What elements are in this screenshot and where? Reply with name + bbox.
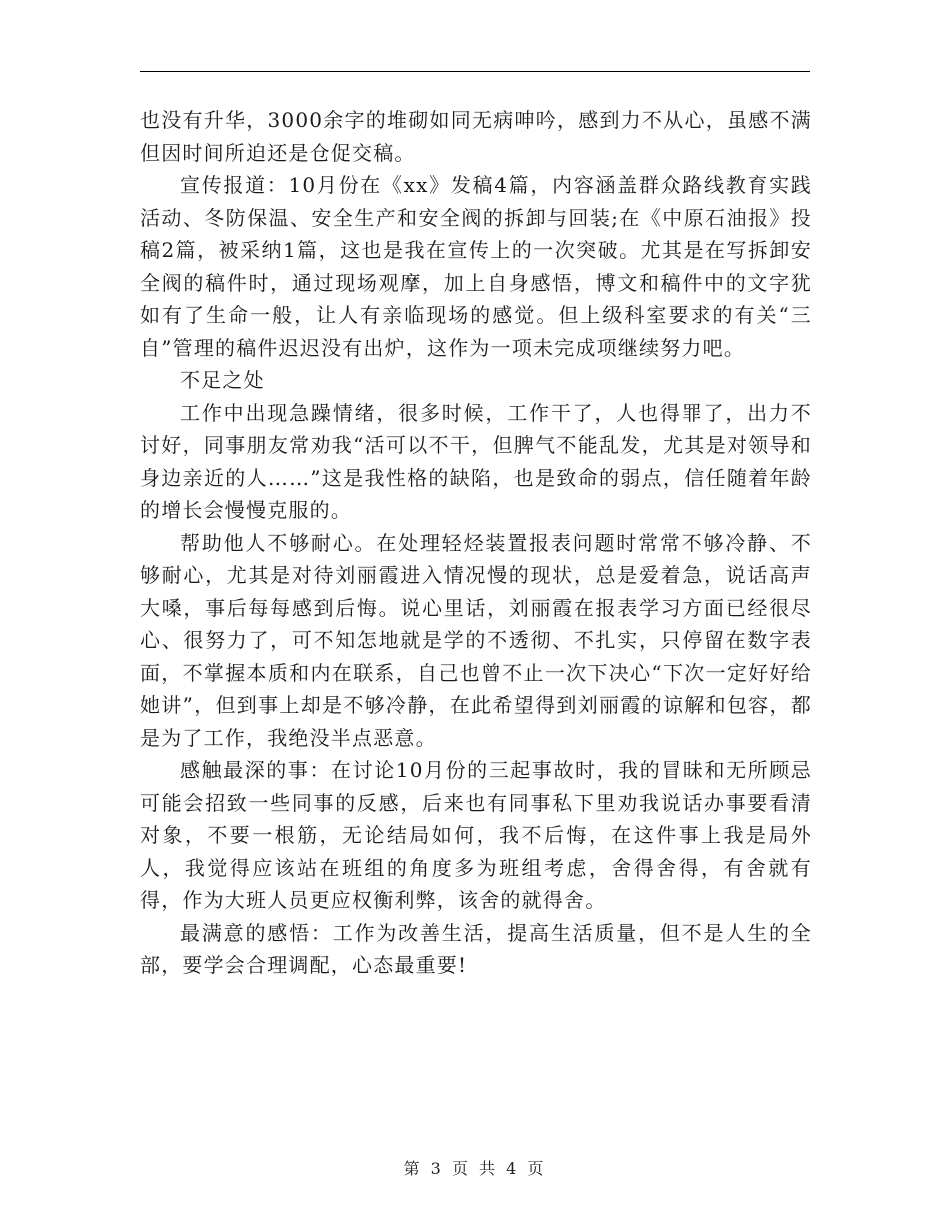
paragraph-most-satisfied-insight: 最满意的感悟：工作为改善生活，提高生活质量，但不是人生的全部，要学会合理调配，心态最重要! (140, 920, 812, 977)
page-number-footer: 第 3 页 共 4 页 (403, 1159, 547, 1178)
header-rule (140, 71, 810, 72)
section-heading-shortcomings: 不足之处 (180, 368, 265, 392)
paragraph-helping-others: 帮助他人不够耐心。在处理轻烃装置报表问题时常常不够冷静、不够耐心，尤其是对待刘丽霞进入情况慢的现状，总是爱着急，说话高声大嗓，事后每每感到后悔。说心里话，刘丽霞在报表学习方面已经很尽心、很努力了，可不知怎地就是学的不透彻、不扎实，只停留在数字表面，不掌握本质和内在联系，自己也曾不止一次下决心“下次一定好好给她讲”，但到事上却是不够冷静，在此希望得到刘丽霞的谅解和包容，都是为了工作，我绝没半点恶意。 (140, 530, 812, 750)
paragraph-deepest-feeling: 感触最深的事：在讨论10月份的三起事故时，我的冒昧和无所顾忌可能会招致一些同事的反感，后来也有同事私下里劝我说话办事要看清对象，不要一根筋，无论结局如何，我不后悔，在这件事上我是局外人，我觉得应该站在班组的角度多为班组考虑，舍得舍得，有舍就有得，作为大班人员更应权衡利弊，该舍的就得舍。 (140, 758, 812, 912)
paragraph-publicity-report: 宣传报道：10月份在《xx》发稿4篇，内容涵盖群众路线教育实践活动、冬防保温、安全生产和安全阀的拆卸与回装;在《中原石油报》投稿2篇，被采纳1篇，这也是我在宣传上的一次突破。尤其是在写拆卸安全阀的稿件时，通过现场观摩，加上自身感悟，博文和稿件中的文字犹如有了生命一般，让人有亲临现场的感觉。但上级科室要求的有关“三自”管理的稿件迟迟没有出炉，这作为一项未完成项继续努力吧。 (140, 173, 812, 360)
document-body (140, 104, 812, 982)
paragraph-impatience-at-work: 工作中出现急躁情绪，很多时候，工作干了，人也得罪了，出力不讨好，同事朋友常劝我“活可以不干，但脾气不能乱发，尤其是对领导和身边亲近的人……”这是我性格的缺陷，也是致命的弱点，信任随着年龄的增长会慢慢克服的。 (140, 400, 812, 522)
paragraph-continuation: 也没有升华，3000余字的堆砌如同无病呻吟，感到力不从心，虽感不满但因时间所迫还是仓促交稿。 (140, 108, 812, 165)
